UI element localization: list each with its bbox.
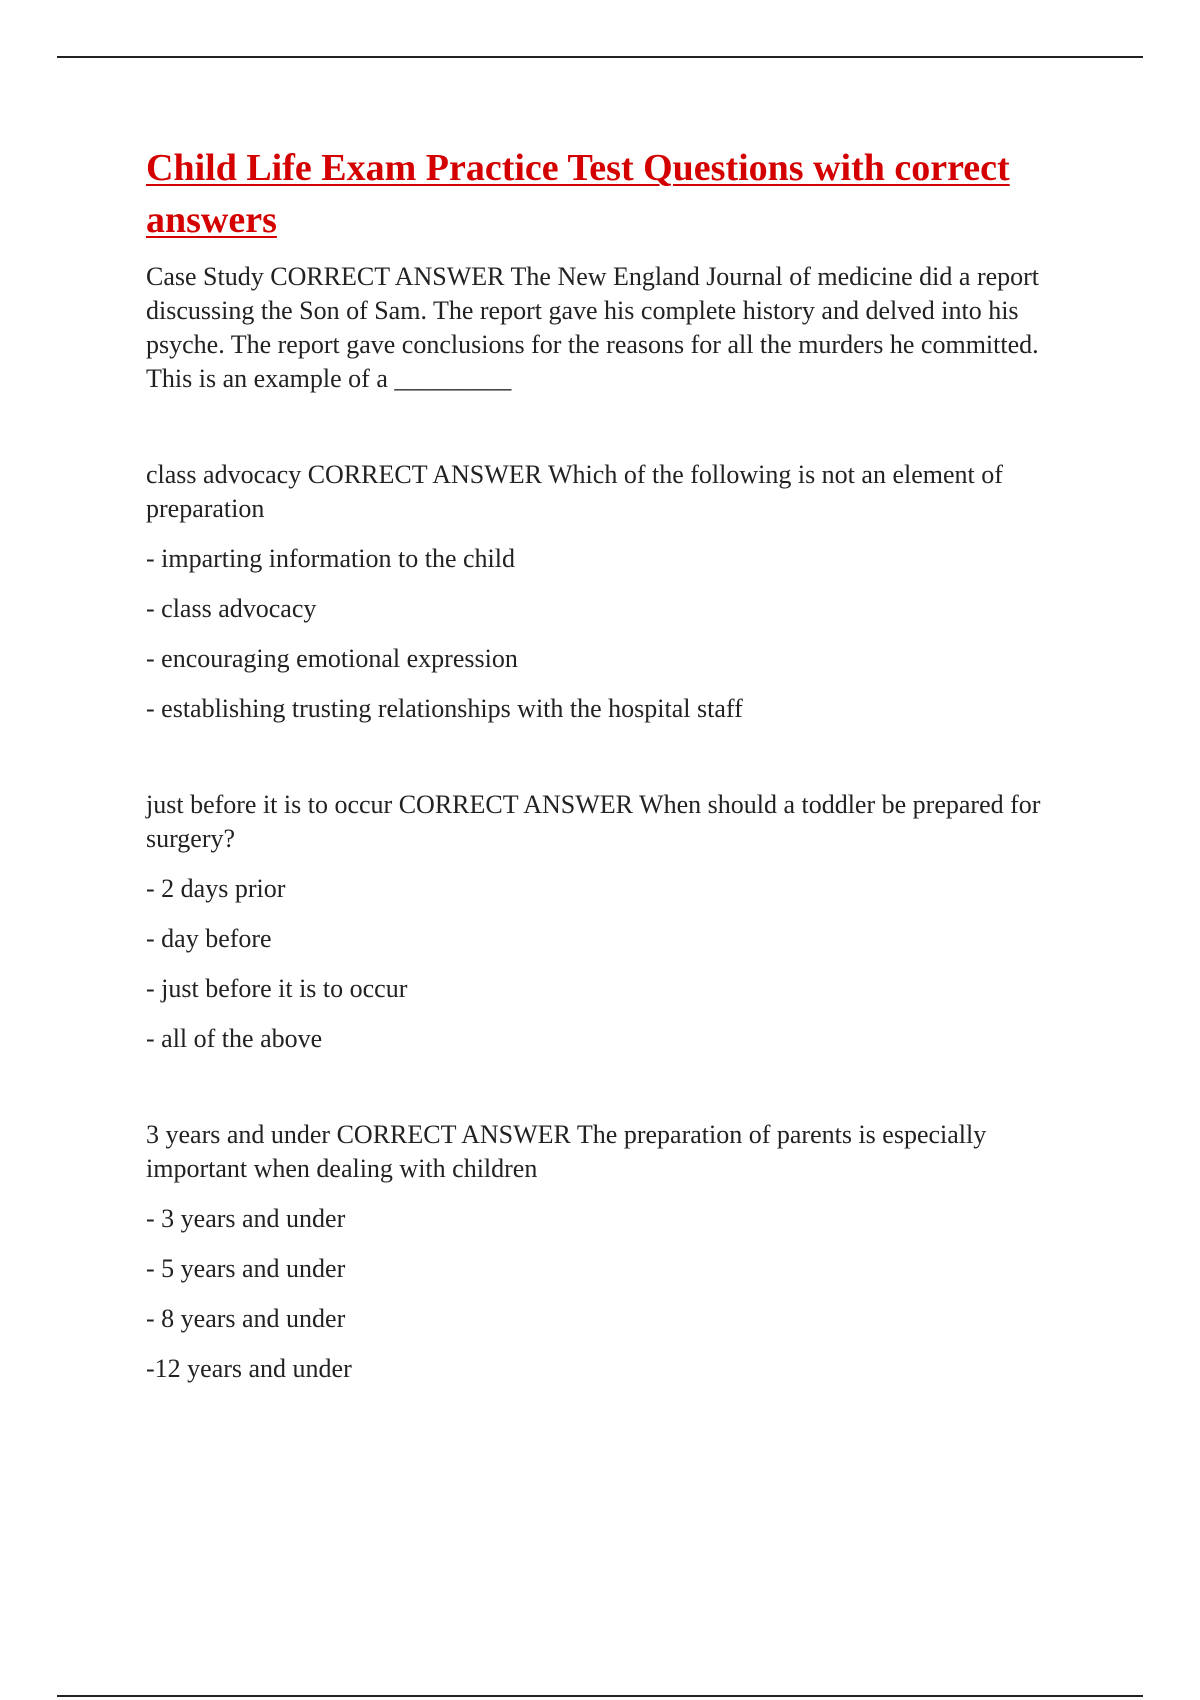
question-block-3 bbox=[146, 1118, 1086, 1386]
option-item: - day before bbox=[146, 924, 272, 953]
bottom-rule bbox=[57, 1695, 1143, 1697]
question-block-1 bbox=[146, 458, 1086, 726]
option-list bbox=[146, 872, 1086, 1056]
option-item: - all of the above bbox=[146, 1024, 323, 1053]
top-rule bbox=[57, 56, 1143, 58]
option-item: - 3 years and under bbox=[146, 1204, 346, 1233]
intro-paragraph: Case Study CORRECT ANSWER The New England Journal of medicine did a report discussing the Son of Sam. The report gave his complete history and delved into his psyche. The report gave conclusions for the reasons for all the murders he committed. This is an example of a _________ bbox=[146, 262, 1040, 393]
question-text: class advocacy CORRECT ANSWER Which of the following is not an element of preparation bbox=[146, 460, 1003, 523]
option-item: - just before it is to occur bbox=[146, 974, 408, 1003]
option-item: - establishing trusting relationships with the hospital staff bbox=[146, 694, 743, 723]
option-list bbox=[146, 542, 1086, 726]
question-text: just before it is to occur CORRECT ANSWER When should a toddler be prepared for surgery? bbox=[146, 790, 1041, 853]
option-item: - 2 days prior bbox=[146, 874, 286, 903]
option-item: - encouraging emotional expression bbox=[146, 644, 518, 673]
document-body bbox=[146, 142, 1086, 1386]
option-item: - imparting information to the child bbox=[146, 544, 515, 573]
option-item: - 8 years and under bbox=[146, 1304, 346, 1333]
question-text: 3 years and under CORRECT ANSWER The preparation of parents is especially important when dealing with children bbox=[146, 1120, 987, 1183]
option-list bbox=[146, 1202, 1086, 1386]
option-item: - 5 years and under bbox=[146, 1254, 346, 1283]
option-item: -12 years and under bbox=[146, 1354, 352, 1383]
document-title: Child Life Exam Practice Test Questions with correct answers bbox=[146, 147, 1010, 241]
option-item: - class advocacy bbox=[146, 594, 317, 623]
question-block-2 bbox=[146, 788, 1086, 1056]
